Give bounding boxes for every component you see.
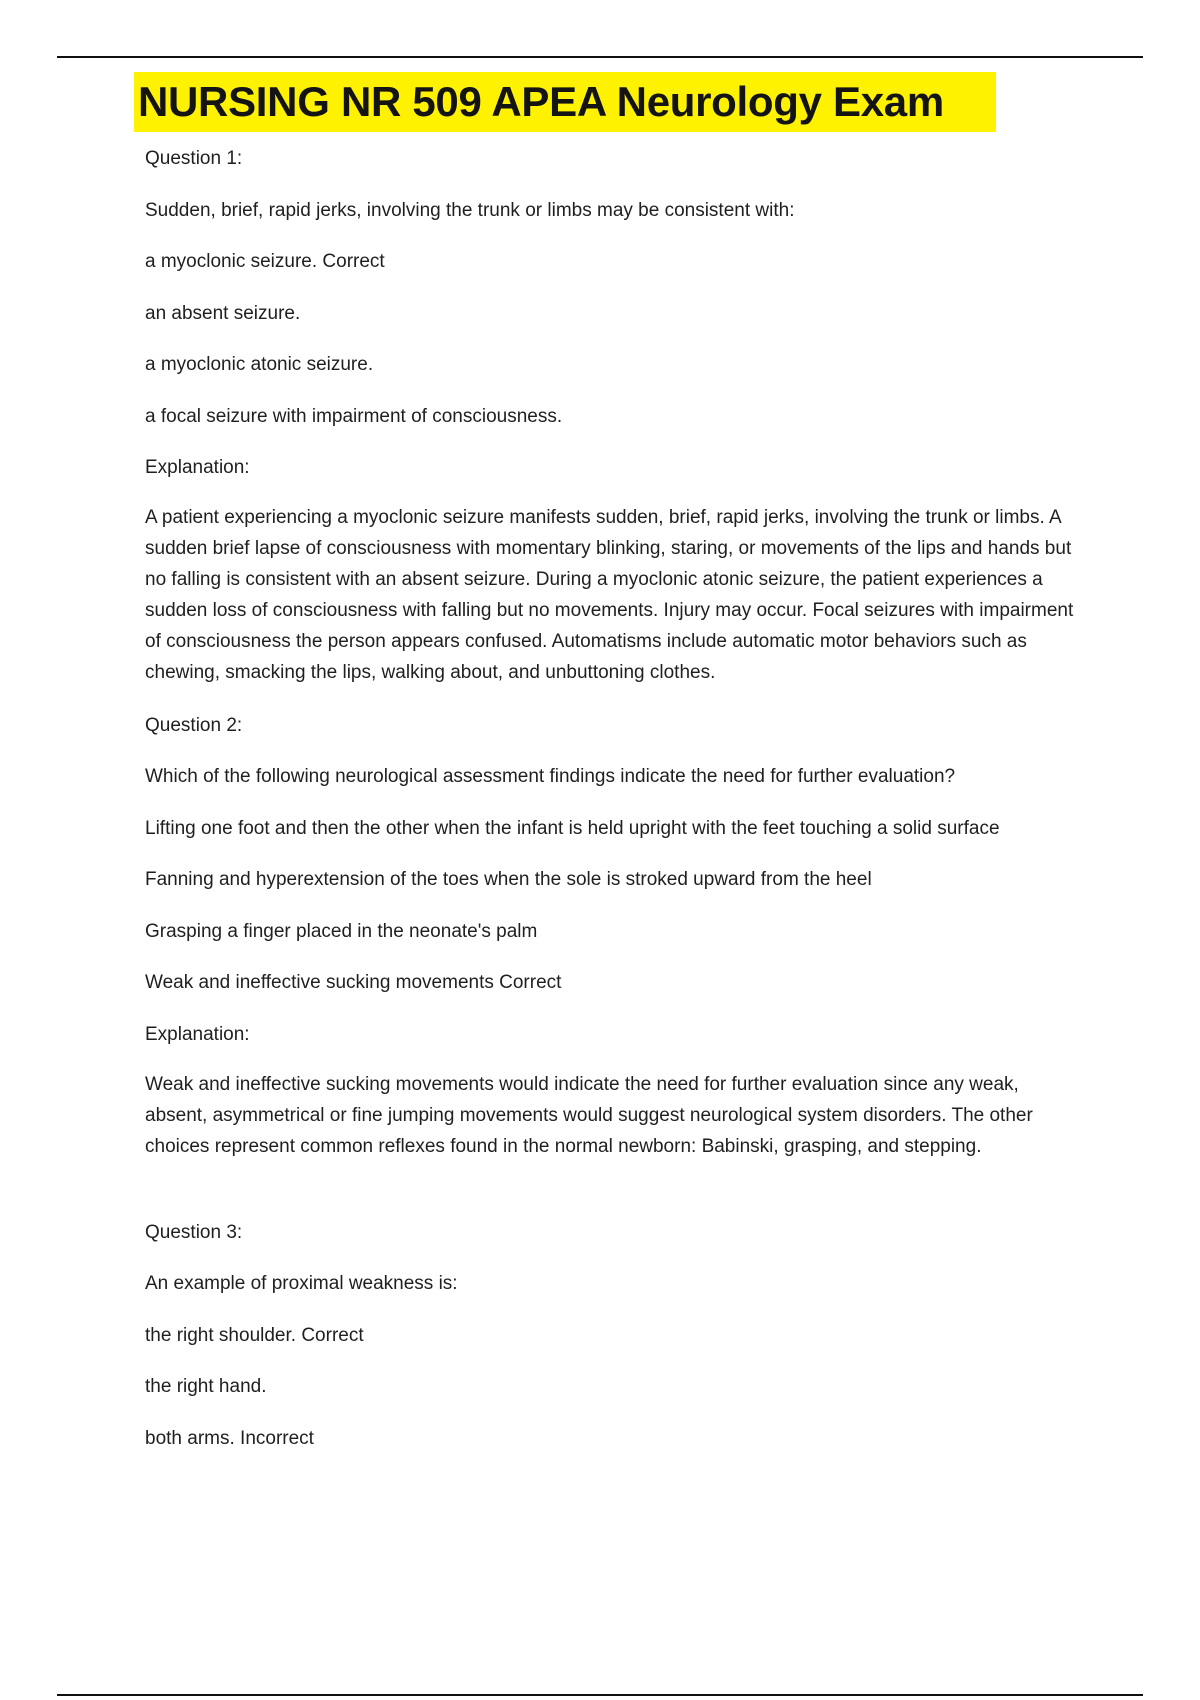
question-label: Question 2: [145, 715, 243, 736]
answer-option: Grasping a finger placed in the neonate's palm [145, 921, 538, 942]
explanation-label: Explanation: [145, 1024, 250, 1045]
answer-option: a focal seizure with impairment of consciousness. [145, 406, 563, 427]
answer-option: a myoclonic seizure. Correct [145, 251, 385, 272]
top-rule [57, 56, 1143, 58]
explanation-text: A patient experiencing a myoclonic seizure manifests sudden, brief, rapid jerks, involving the trunk or limbs. A sudden brief lapse of consciousness with momentary blinking, staring, or movements of the lips and hands but no falling is consistent with an absent seizure. During a myoclonic atonic seizure, the patient experiences a sudden loss of consciousness with falling but no movements. Injury may occur. Focal seizures with impairment of consciousness the person appears confused. Automatisms include automatic motor behaviors such as chewing, smacking the lips, walking about, and unbuttoning clothes. [145, 507, 1074, 683]
question-prompt: Which of the following neurological assessment findings indicate the need for further evaluation? [145, 766, 956, 787]
answer-option: Fanning and hyperextension of the toes when the sole is stroked upward from the heel [145, 869, 872, 890]
answer-option: Weak and ineffective sucking movements Correct [145, 972, 562, 993]
answer-option: a myoclonic atonic seizure. [145, 354, 374, 375]
bottom-rule [57, 1694, 1143, 1696]
answer-option: Lifting one foot and then the other when the infant is held upright with the feet touching a solid surface [145, 818, 1000, 839]
title-highlight [134, 72, 996, 132]
answer-option: the right hand. [145, 1376, 267, 1397]
answer-option: an absent seizure. [145, 303, 301, 324]
question-label: Question 3: [145, 1222, 243, 1243]
question-label: Question 1: [145, 148, 243, 169]
question-prompt: An example of proximal weakness is: [145, 1273, 458, 1294]
document-title: NURSING NR 509 APEA Neurology Exam [138, 78, 944, 125]
answer-option: the right shoulder. Correct [145, 1325, 364, 1346]
question-prompt: Sudden, brief, rapid jerks, involving the trunk or limbs may be consistent with: [145, 200, 795, 221]
answer-option: both arms. Incorrect [145, 1428, 314, 1449]
explanation-label: Explanation: [145, 457, 250, 478]
explanation-text: Weak and ineffective sucking movements would indicate the need for further evaluation since any weak, absent, asymmetrical or fine jumping movements would suggest neurological system disorders. The other choices represent common reflexes found in the normal newborn: Babinski, grasping, and stepping. [145, 1074, 1033, 1157]
